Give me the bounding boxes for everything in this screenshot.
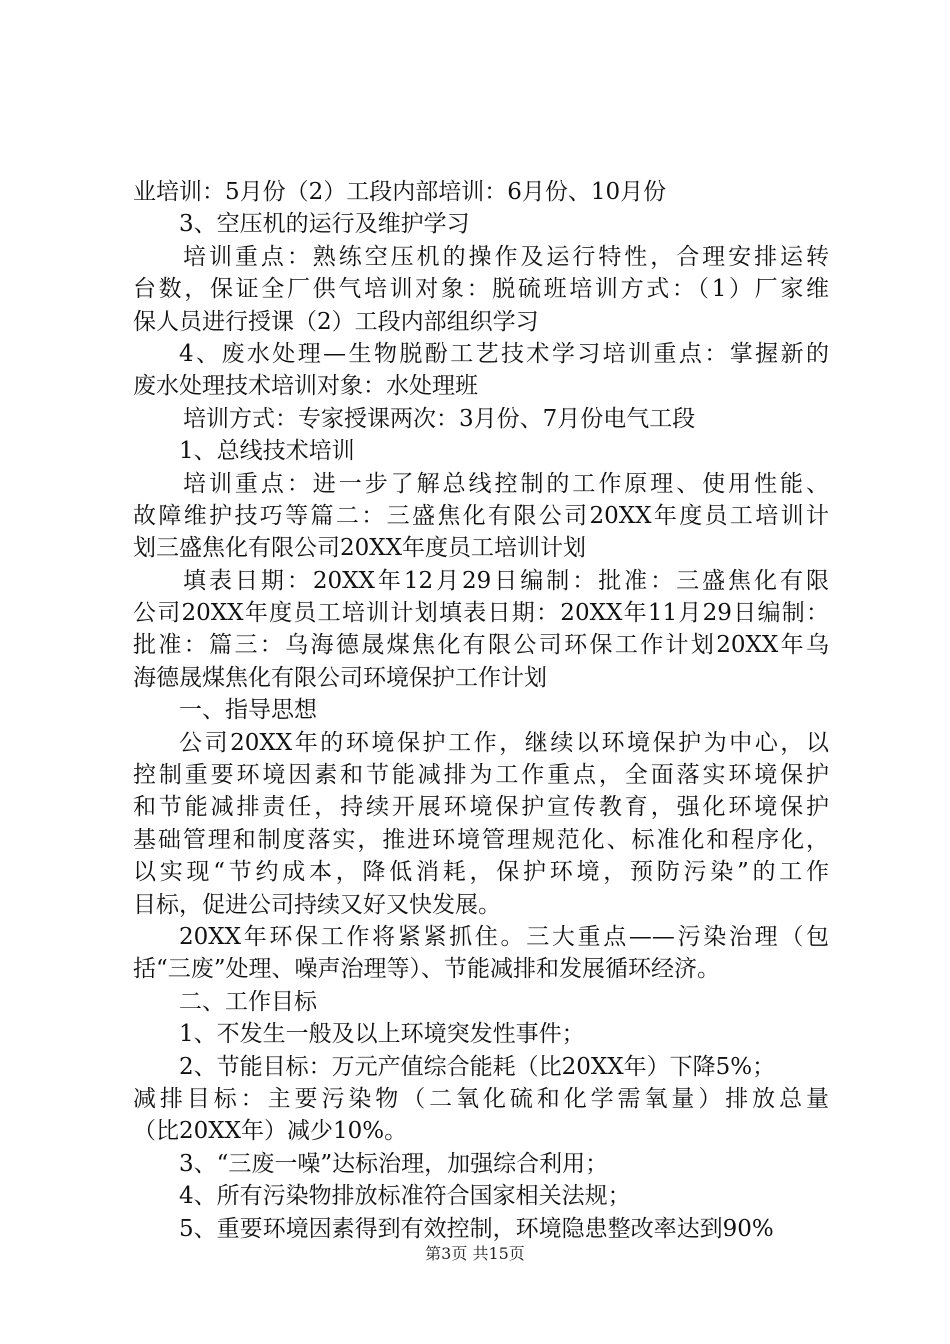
text-line: 培训重点：进一步了解总线控制的工作原理、使用性能、	[183, 470, 829, 497]
text-line: 目标，促进公司持续又好又快发展。	[133, 891, 501, 918]
list-item: 1、不发生一般及以上环境突发性事件；	[179, 1021, 585, 1048]
text-line: 4、废水处理—生物脱酚工艺技术学习培训重点：掌握新的	[179, 340, 829, 367]
list-item: 2、节能目标：万元产值综合能耗（比20XX年）下降5%；	[179, 1053, 776, 1080]
list-item: 4、所有污染物排放标准符合国家相关法规；	[179, 1183, 631, 1210]
text-line: 减排目标：主要污染物（二氧化硫和化学需氧量）排放总量	[133, 1085, 829, 1112]
text-line: 台数，保证全厂供气培训对象：脱硫班培训方式：（1）厂家维	[133, 276, 829, 303]
text-line: 业培训：5月份（2）工段内部培训：6月份、10月份	[133, 179, 667, 205]
text-line: 括“三废”处理、噪声治理等）、节能减排和发展循环经济。	[133, 956, 721, 983]
list-item: 5、重要环境因素得到有效控制，环境隐患整改率达到90%	[179, 1215, 774, 1242]
text-line: 划三盛焦化有限公司20XX年度员工培训计划	[133, 535, 587, 562]
text-line: 故障维护技巧等篇二：三盛焦化有限公司20XX年度员工培训计	[133, 502, 829, 529]
text-line: 废水处理技术培训对象：水处理班	[133, 373, 478, 400]
section-heading: 一、指导思想	[179, 697, 317, 724]
body-text	[133, 176, 829, 1245]
page-number-footer: 第3页 共15页	[425, 1244, 525, 1263]
text-line: 公司20XX年度员工培训计划填表日期：20XX年11月29日编制：	[133, 600, 829, 627]
text-line: 填表日期：20XX年12月29日编制：批准：三盛焦化有限	[183, 567, 829, 594]
text-line: 批准：篇三：乌海德晟煤焦化有限公司环保工作计划20XX年乌	[133, 632, 829, 659]
text-line: 3、空压机的运行及维护学习	[179, 211, 470, 238]
text-line: 1、总线技术培训	[179, 438, 355, 465]
section-heading: 二、工作目标	[179, 988, 317, 1015]
text-line: 保人员进行授课（2）工段内部组织学习	[133, 308, 539, 335]
text-line: 20XX年环保工作将紧紧抓住。三大重点——污染治理（包	[179, 923, 829, 950]
text-line: 培训重点：熟练空压机的操作及运行特性，合理安排运转	[183, 243, 829, 270]
text-line: 海德晟煤焦化有限公司环境保护工作计划	[133, 664, 547, 691]
text-line: （比20XX年）减少10%。	[133, 1118, 408, 1145]
text-line: 基础管理和制度落实，推进环境管理规范化、标准化和程序化，	[133, 826, 829, 853]
text-line: 公司20XX年的环境保护工作，继续以环境保护为中心，以	[179, 729, 829, 756]
list-item: 3、“三废一噪”达标治理，加强综合利用；	[179, 1150, 609, 1177]
text-line: 控制重要环境因素和节能减排为工作重点，全面落实环境保护	[133, 762, 829, 789]
text-line: 培训方式：专家授课两次：3月份、7月份电气工段	[183, 405, 696, 432]
text-line: 和节能减排责任，持续开展环境保护宣传教育，强化环境保护	[133, 794, 829, 821]
text-line: 以实现“节约成本，降低消耗，保护环境，预防污染”的工作	[133, 859, 829, 886]
